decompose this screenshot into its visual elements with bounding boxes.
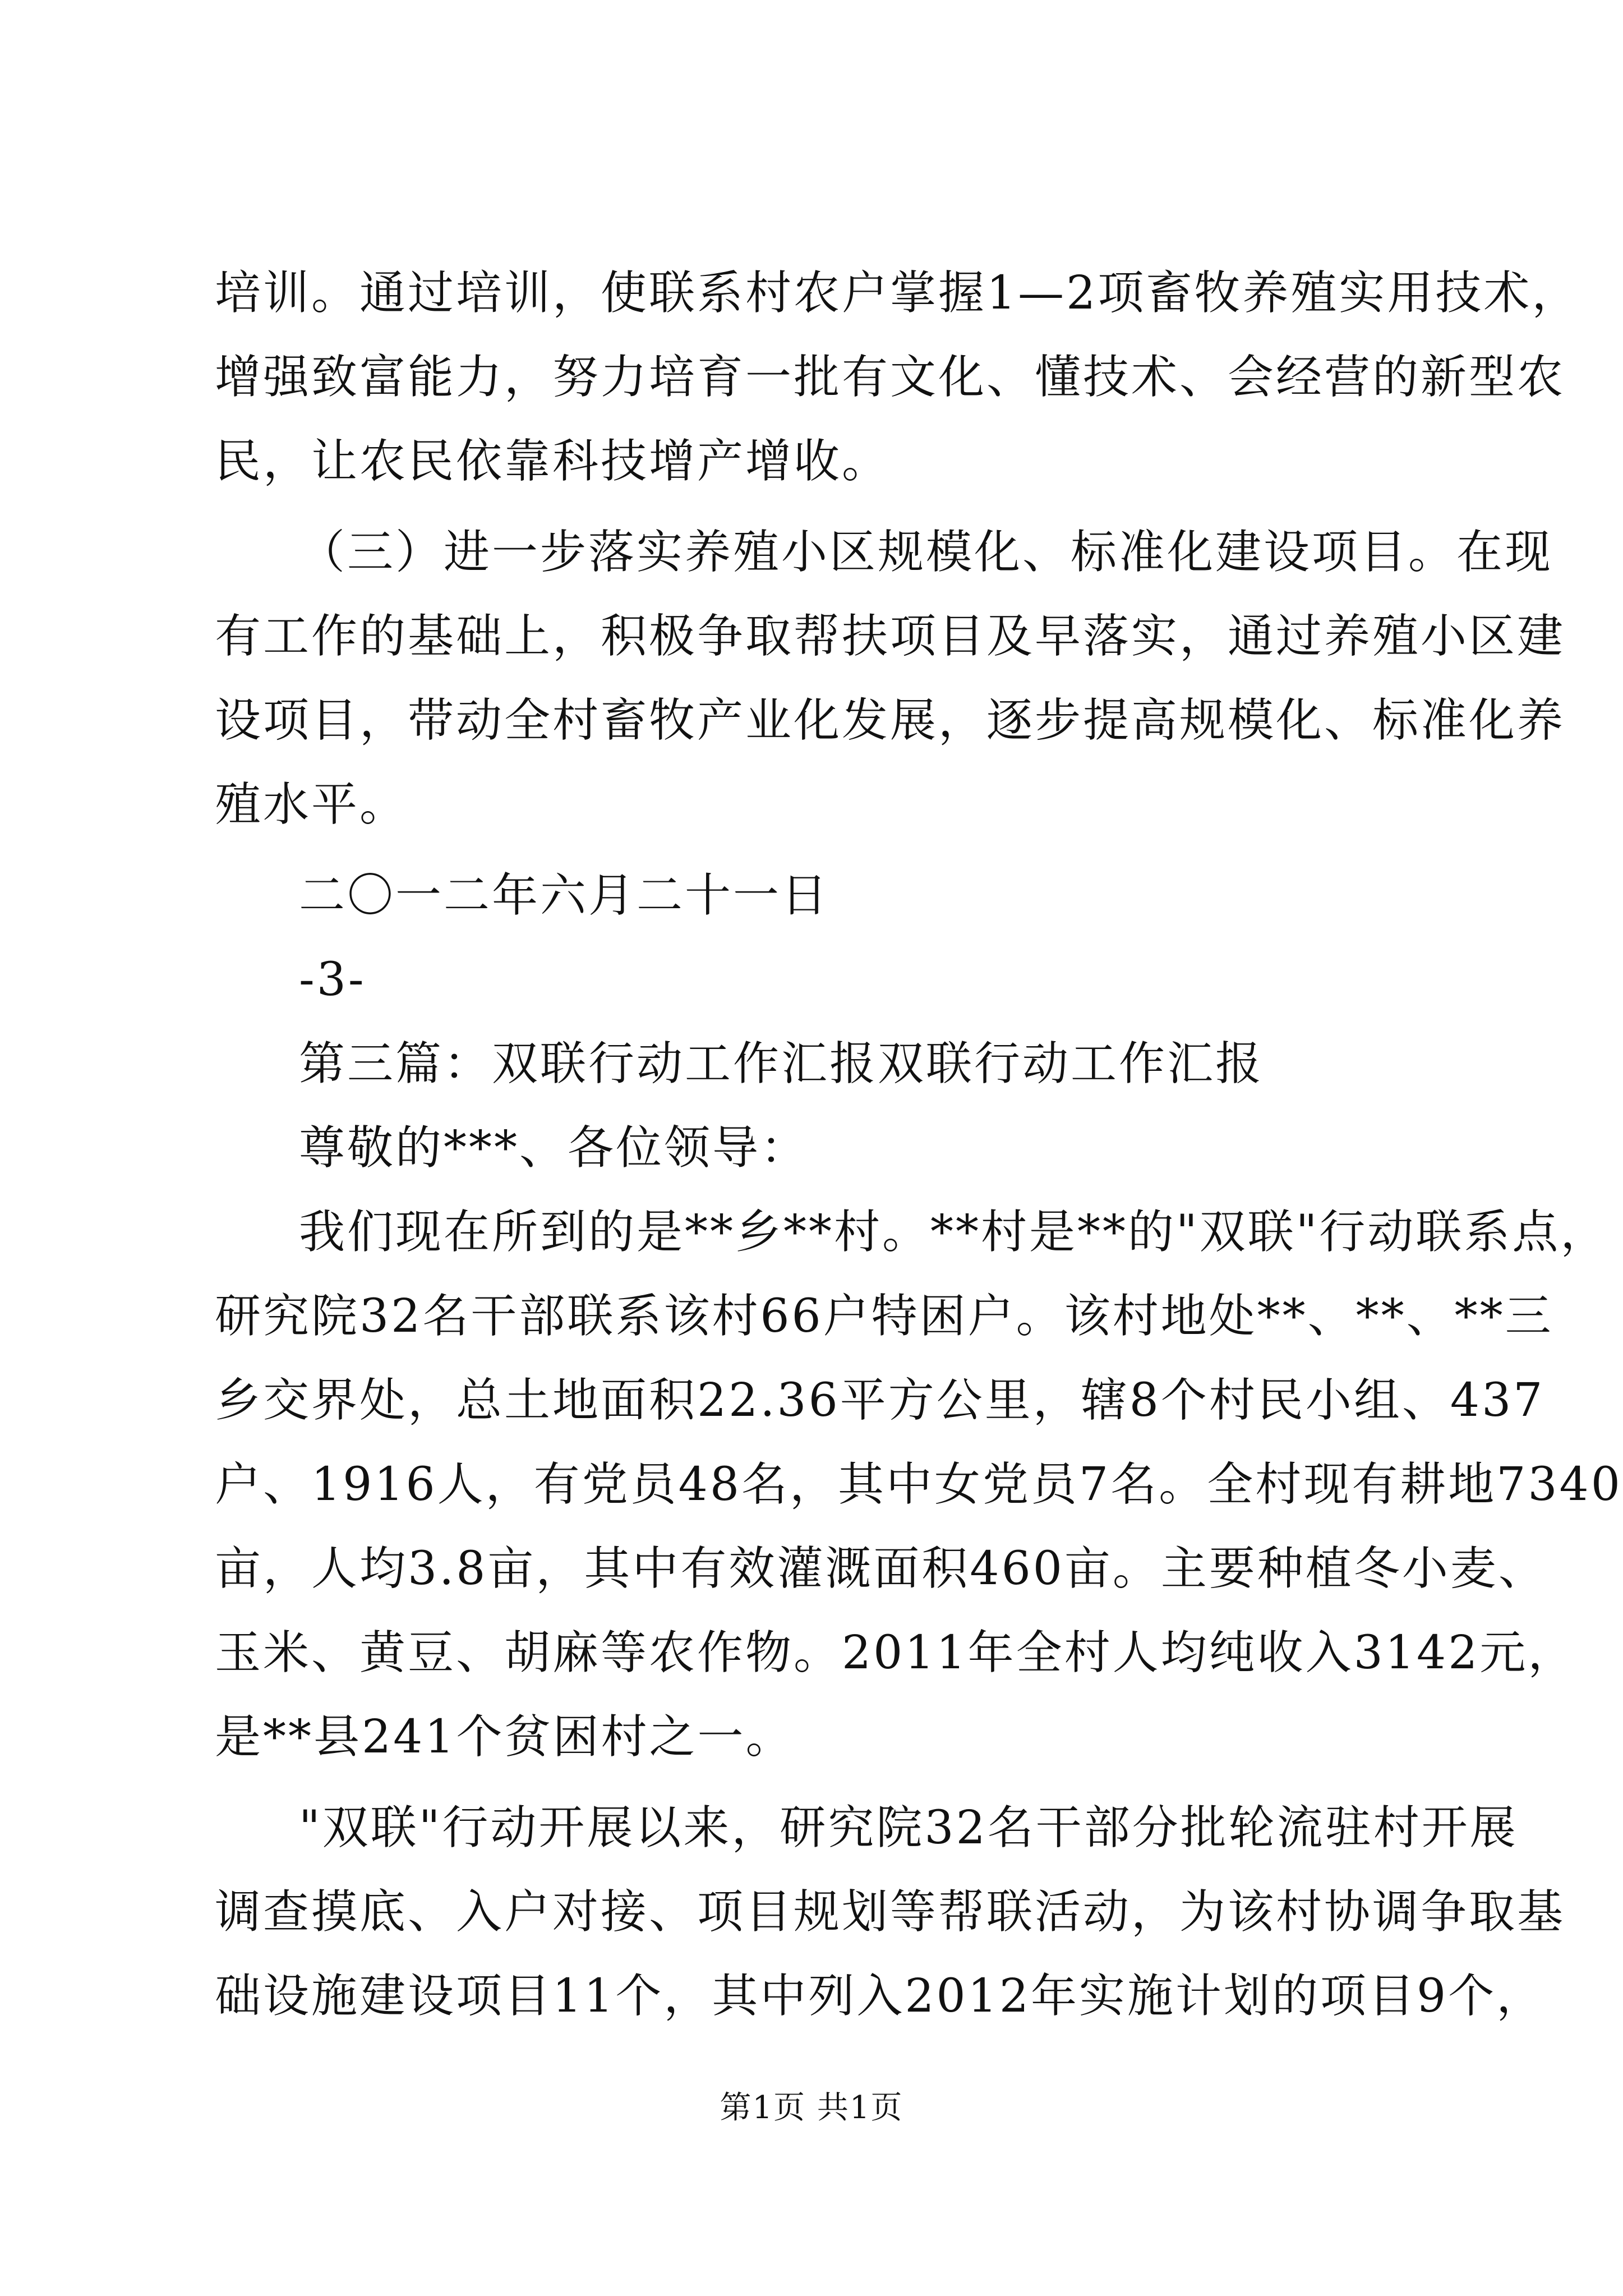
paragraph-line: 我们现在所到的是**乡**村。**村是**的"双联"行动联系点， bbox=[299, 1205, 1609, 1259]
paragraph-line: 设项目，带动全村畜牧产业化发展，逐步提高规模化、标准化养 bbox=[215, 694, 1566, 747]
paragraph-breeding-project bbox=[215, 510, 1566, 847]
paragraph-village-overview bbox=[215, 1190, 1622, 1779]
paragraph-line: 有工作的基础上，积极争取帮扶项目及早落实，通过养殖小区建 bbox=[215, 610, 1566, 663]
paragraph-training bbox=[215, 251, 1580, 504]
paragraph-line: 民，让农民依靠科技增产增收。 bbox=[215, 435, 891, 488]
paragraph-line: 研究院32名干部联系该村66户特困户。该村地处**、**、**三 bbox=[215, 1290, 1553, 1343]
paragraph-line: "双联"行动开展以来，研究院32名干部分批轮流驻村开展 bbox=[299, 1801, 1518, 1855]
date-line: 二〇一二年六月二十一日 bbox=[299, 869, 830, 922]
paragraph-line: 础设施建设项目11个，其中列入2012年实施计划的项目9个， bbox=[215, 1970, 1545, 2023]
page-footer: 第1页 共1页 bbox=[720, 2090, 903, 2126]
paragraph-line: 是**县241个贫困村之一。 bbox=[215, 1710, 794, 1764]
section-heading: 第三篇：双联行动工作汇报双联行动工作汇报 bbox=[299, 1037, 1264, 1091]
paragraph-action-progress bbox=[215, 1786, 1566, 2039]
salutation: 尊敬的***、各位领导： bbox=[299, 1121, 809, 1175]
paragraph-line: 玉米、黄豆、胡麻等农作物。2011年全村人均纯收入3142元， bbox=[215, 1626, 1576, 1680]
page-marker: -3- bbox=[299, 953, 366, 1006]
paragraph-line: 调查摸底、入户对接、项目规划等帮联活动，为该村协调争取基 bbox=[215, 1885, 1566, 1939]
paragraph-line: 增强致富能力，努力培育一批有文化、懂技术、会经营的新型农 bbox=[215, 351, 1566, 404]
paragraph-line: （三）进一步落实养殖小区规模化、标准化建设项目。在现 bbox=[299, 526, 1553, 579]
paragraph-line: 乡交界处，总土地面积22.36平方公里，辖8个村民小组、437 bbox=[215, 1374, 1545, 1427]
document-body bbox=[215, 251, 1622, 2039]
paragraph-line: 殖水平。 bbox=[215, 778, 408, 831]
paragraph-line: 培训。通过培训，使联系村农户掌握1—2项畜牧养殖实用技术， bbox=[215, 266, 1580, 320]
paragraph-line: 亩，人均3.8亩，其中有效灌溉面积460亩。主要种植冬小麦、 bbox=[215, 1542, 1547, 1595]
paragraph-line: 户、1916人，有党员48名，其中女党员7名。全村现有耕地7340 bbox=[215, 1458, 1622, 1511]
